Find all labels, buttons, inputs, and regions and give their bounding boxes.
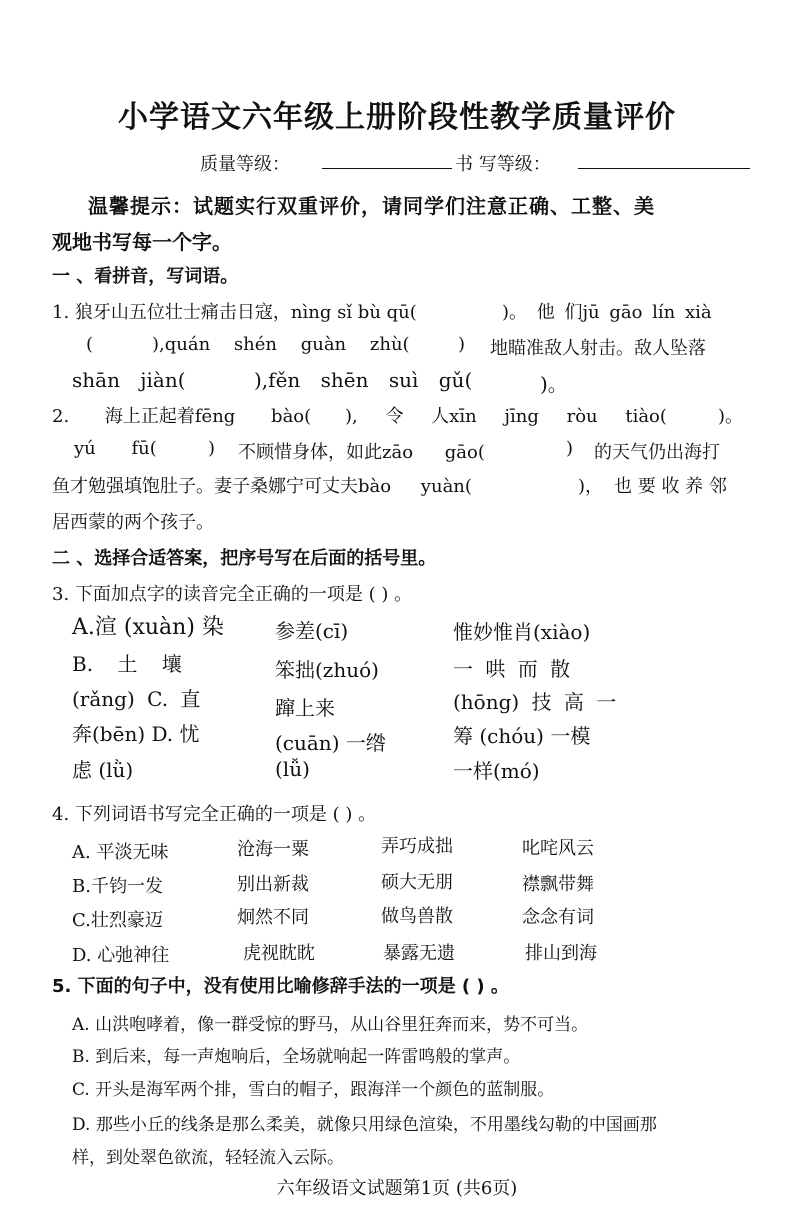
- q4-row-a-4: 叱咤风云: [522, 838, 594, 859]
- q4-row-c-3: 做鸟兽散: [381, 906, 453, 927]
- q4-row-b-3: 硕大无朋: [381, 872, 453, 893]
- q2-line-1a: 2. 海上正起着fēng bào(: [52, 406, 312, 427]
- q3-col2-line-5: (lǚ): [275, 757, 310, 781]
- q3-col1-line-4: 奔(bēn) D. 忧: [72, 722, 200, 746]
- q2-line-2b: ): [208, 438, 216, 459]
- writing-grade-blank[interactable]: [578, 150, 750, 169]
- q2-line-1b: ), 令 人xīn jīng ròu tiào(: [345, 406, 667, 427]
- q1-line-1b: )。 他 们jū gāo lín xià: [502, 302, 712, 323]
- q3-col3-line-2: 一 哄 而 散: [453, 657, 571, 681]
- q5-option-d-line-2: 样，到处翠色欲流，轻轻流入云际。: [72, 1148, 344, 1168]
- q3-col1-line-2: B. 土 壤: [72, 652, 182, 676]
- q4-row-d-2: 虎视眈眈: [243, 943, 315, 964]
- q3-col3-line-1: 惟妙惟肖(xiào): [453, 620, 591, 644]
- q5-option-c: C. 开头是海军两个排，雪白的帽子，跟海洋一个颜色的蓝制服。: [72, 1080, 555, 1100]
- q5-option-d-line-1: D. 那些小丘的线条是那么柔美，就像只用绿色渲染，不用墨线勾勒的中国画那: [72, 1115, 657, 1135]
- q3-stem: 3. 下面加点字的读音完全正确的一项是 ( ) 。: [52, 584, 413, 605]
- q1-line-2a: (: [86, 334, 94, 355]
- q4-row-a-3: 弄巧成拙: [381, 836, 453, 857]
- section-1-heading: 一 、看拼音，写词语。: [52, 266, 239, 287]
- q3-col2-line-4: (cuān) 一绺: [275, 731, 386, 755]
- writing-grade-label: 书 写等级：: [455, 154, 551, 175]
- q4-row-a-2: 沧海一粟: [237, 839, 309, 860]
- q3-col3-line-5: 一样(mó): [453, 759, 540, 783]
- q4-row-c-1: C.壮烈豪迈: [72, 910, 163, 931]
- quality-grade-label: 质量等级：: [200, 154, 290, 175]
- q1-line-2b: ),quán shén guàn zhù(: [152, 334, 410, 355]
- q3-col2-line-2: 笨拙(zhuó): [275, 658, 379, 682]
- q3-col2-line-1: 参差(cī): [275, 619, 349, 643]
- q1-line-3b: ),fěn shēn suì gǔ(: [254, 368, 473, 392]
- q2-line-2e: 的天气仍出海打: [594, 442, 720, 463]
- q2-line-3b: )，: [578, 476, 604, 497]
- q4-row-c-4: 念念有词: [522, 907, 594, 928]
- q4-row-a-1: A. 平淡无味: [72, 842, 169, 863]
- q4-row-b-1: B.千钧一发: [72, 876, 163, 897]
- q2-line-3c: 也 要 收 养 邻: [614, 476, 727, 497]
- q1-line-3a: shān jiàn(: [72, 368, 186, 392]
- q4-row-d-1: D. 心弛神往: [72, 945, 170, 966]
- page-title: 小学语文六年级上册阶段性教学质量评价: [118, 100, 676, 135]
- q2-line-2a: yú fū(: [74, 438, 157, 459]
- q4-row-d-3: 暴露无遗: [383, 943, 455, 964]
- q1-line-2c: ): [458, 334, 466, 355]
- q1-line-3c: )。: [540, 372, 568, 396]
- q3-col3-line-4: 筹 (chóu) 一模: [453, 724, 591, 748]
- q4-row-d-4: 排山到海: [525, 943, 597, 964]
- q5-option-a: A. 山洪咆哮着，像一群受惊的野马，从山谷里狂奔而来，势不可当。: [72, 1015, 589, 1035]
- section-2-heading: 二 、选择合适答案，把序号写在后面的括号里。: [52, 548, 437, 569]
- page-footer: 六年级语文试题第1页 (共6页): [276, 1178, 518, 1199]
- q3-col3-line-3: (hōng) 技 高 一: [453, 690, 617, 714]
- q4-row-b-2: 别出新裁: [237, 874, 309, 895]
- q2-line-2d: ): [566, 438, 574, 459]
- hint-line-2: 观地书写每一个字。: [52, 230, 232, 254]
- q4-row-c-2: 炯然不同: [237, 907, 309, 928]
- q3-col1-line-1: A.渲 (xuàn) 染: [72, 615, 224, 640]
- q1-line-2d: 地瞄准敌人射击。敌人坠落: [490, 338, 706, 359]
- q3-col1-line-5: 虑 (lǜ): [72, 758, 134, 782]
- q2-line-3a: 鱼才勉强填饱肚子。妻子桑娜宁可丈夫bào yuàn(: [52, 476, 472, 497]
- q3-col2-line-3: 蹿上来: [275, 696, 335, 720]
- q2-line-2c: 不顾惜身体，如此zāo gāo(: [238, 442, 485, 463]
- q4-stem: 4. 下列词语书写完全正确的一项是 ( ) 。: [52, 804, 377, 825]
- q4-row-b-4: 襟飘带舞: [522, 874, 594, 895]
- q1-line-1a: 1. 狼牙山五位壮士痛击日寇，nìng sǐ bù qū(: [52, 302, 417, 323]
- q2-line-1c: )。: [718, 406, 744, 427]
- q5-option-b: B. 到后来，每一声炮响后，全场就响起一阵雷鸣般的掌声。: [72, 1047, 521, 1067]
- q5-stem: 5. 下面的句子中，没有使用比喻修辞手法的一项是 ( ) 。: [52, 976, 509, 997]
- q2-line-4: 居西蒙的两个孩子。: [52, 512, 214, 533]
- q3-col1-line-3: (rǎng) C. 直: [72, 687, 201, 711]
- quality-grade-blank[interactable]: [322, 150, 452, 169]
- hint-line-1: 温馨提示：试题实行双重评价，请同学们注意正确、工整、美: [88, 194, 655, 218]
